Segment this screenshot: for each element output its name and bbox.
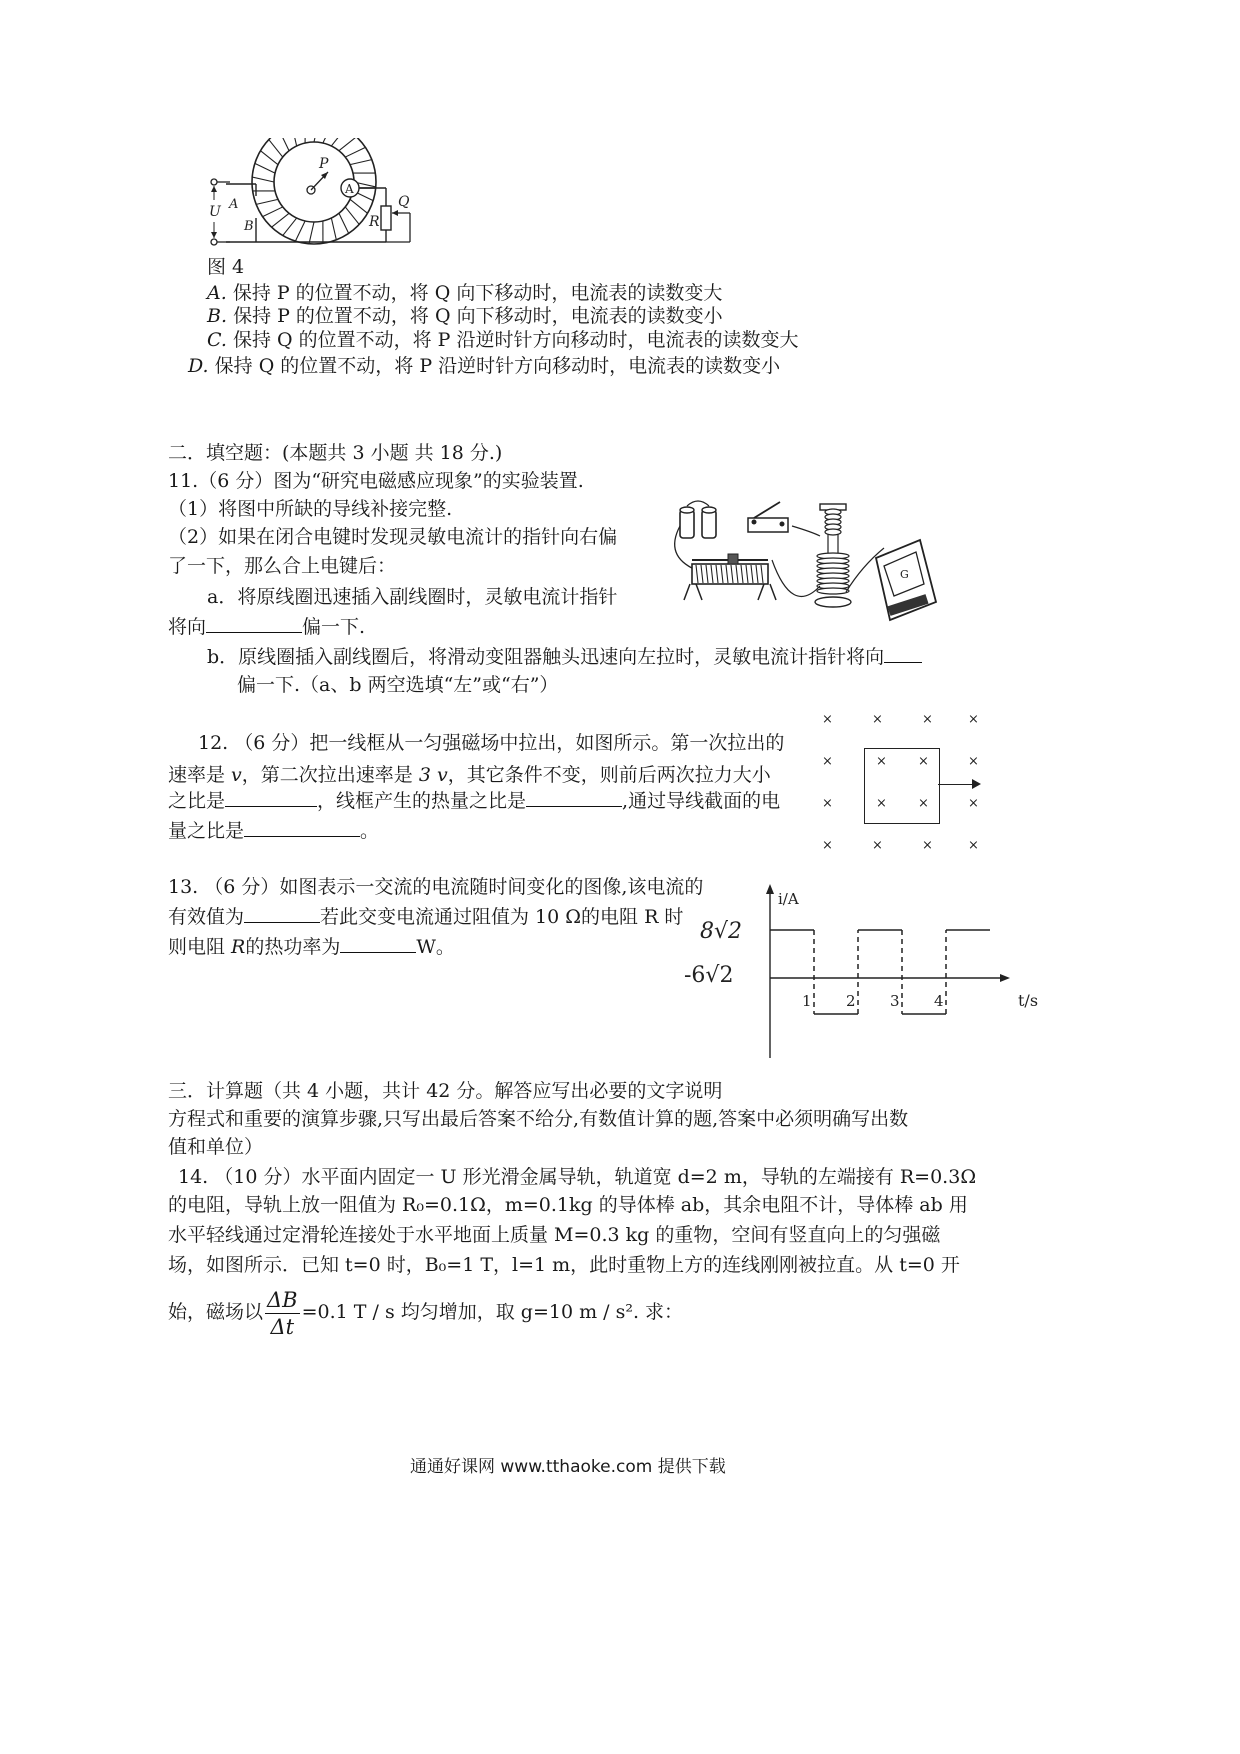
toroid-winding	[260, 151, 277, 165]
pull-arrow-icon	[972, 779, 981, 789]
option-letter: B.	[207, 305, 228, 327]
coil-turn	[817, 588, 849, 594]
answer-blank[interactable]	[244, 818, 360, 837]
toroid-inner	[274, 142, 354, 222]
coil-turn	[825, 529, 841, 535]
option-text: 保持 P 的位置不动，将 Q 向下移动时，电流表的读数变小	[233, 305, 723, 327]
figure-4-caption: 图 4	[207, 256, 245, 278]
label-U: U	[209, 204, 221, 220]
q11-part1: （1）将图中所缺的导线补接完整.	[168, 498, 453, 520]
section-2-heading: 二．填空题：(本题共 3 小题 共 18 分.)	[168, 442, 503, 464]
section-3-line1: 三．计算题（共 4 小题，共计 42 分。解答应写出必要的文字说明	[168, 1080, 723, 1102]
field-mark: ×	[872, 712, 883, 727]
answer-blank[interactable]	[206, 614, 302, 633]
toroid-winding	[331, 138, 345, 146]
field-mark: ×	[922, 838, 933, 853]
option-letter: D.	[188, 355, 209, 377]
label-A-terminal: A	[229, 197, 239, 212]
q10-option-c	[207, 327, 798, 353]
toroid-winding	[252, 177, 274, 182]
section-3-line3: 值和单位）	[168, 1136, 264, 1158]
field-mark: ×	[822, 796, 833, 811]
option-text: 保持 Q 的位置不动，将 P 沿逆时针方向移动时，电流表的读数变大	[232, 329, 799, 351]
q11-part2-line1: （2）如果在闭合电键时发现灵敏电流计的指针向右偏	[168, 526, 618, 548]
pull-arrow-line	[938, 784, 974, 785]
field-mark: ×	[922, 712, 933, 727]
answer-blank[interactable]	[340, 934, 416, 953]
y-axis-arrow-icon	[766, 884, 774, 894]
q13-line2: 有效值为 若此交变电流通过阻值为 10 Ω的电阻 R 时	[168, 906, 684, 928]
x-tick-label: 3	[890, 992, 900, 1010]
answer-blank[interactable]	[884, 644, 922, 663]
answer-blank[interactable]	[244, 904, 320, 923]
toroid-winding	[279, 138, 289, 151]
q12-line1: 12. （6 分）把一线框从一匀强磁场中拉出，如图所示。第一次拉出的	[198, 732, 785, 754]
toroid-winding	[272, 213, 289, 227]
x-axis-arrow-icon	[1000, 974, 1010, 982]
toroid-winding	[283, 218, 297, 235]
option-text: 保持 Q 的位置不动，将 P 沿逆时针方向移动时，电流表的读数变小	[214, 355, 781, 377]
toroid-winding	[345, 207, 359, 224]
field-mark: ×	[918, 754, 929, 769]
field-mark: ×	[968, 838, 979, 853]
label-R: R	[369, 214, 380, 230]
field-mark: ×	[968, 754, 979, 769]
toroid-winding	[309, 222, 314, 244]
svg-text:G: G	[900, 568, 909, 581]
field-mark: ×	[876, 754, 887, 769]
q11-b-line1: b．原线圈插入副线圈后，将滑动变阻器触头迅速向左拉时，灵敏电流计指针将向	[207, 644, 922, 670]
q11-b-line2: 偏一下.（a、b 两空选填“左”或“右”）	[237, 674, 559, 696]
field-mark: ×	[876, 796, 887, 811]
q12-line3: 之比是 ，线框产生的热量之比是 ,通过导线截面的电	[168, 790, 781, 812]
toroid-winding	[295, 221, 305, 241]
q10-option-b	[207, 303, 723, 329]
answer-blank[interactable]	[225, 788, 317, 807]
q11-intro: 11.（6 分）图为“研究电磁感应现象”的实验装置.	[168, 470, 584, 492]
q14-line2: 的电阻，导轨上放一阻值为 R₀=0.1Ω，m=0.1kg 的导体棒 ab，其余电阻不计，导体棒 ab 用	[168, 1194, 968, 1216]
option-text: 保持 P 的位置不动，将 Q 向下移动时，电流表的读数变大	[232, 282, 723, 304]
ammeter-label: A	[345, 182, 354, 196]
section-3-line2: 方程式和重要的演算步骤,只写出最后答案不给分,有数值计算的题,答案中必须明确写出数	[168, 1108, 909, 1130]
q12-line4: 量之比是 。	[168, 820, 380, 842]
toroid-winding	[331, 218, 336, 240]
toroid-winding	[339, 138, 356, 151]
option-letter: A.	[207, 282, 227, 304]
induction-apparatus-figure	[662, 496, 944, 632]
q11-part2-line2: 了一下，那么合上电键后：	[168, 555, 397, 577]
y-tick-label: 8√2	[700, 919, 743, 944]
x-tick-label: 2	[846, 992, 856, 1010]
field-mark: ×	[872, 838, 883, 853]
figure-4-circuit	[226, 138, 476, 278]
field-mark: ×	[822, 754, 833, 769]
toroid-winding	[255, 163, 275, 173]
toroid-winding	[339, 213, 349, 233]
q13-line1: 13. （6 分）如图表示一交流的电流随时间变化的图像,该电流的	[168, 876, 704, 898]
x-tick-label: 4	[934, 992, 944, 1010]
footer-text: 通通好课网 www.tthaoke.com 提供下载	[410, 1457, 726, 1477]
toroid-winding	[269, 140, 283, 157]
q11-a-line1: a．将原线圈迅速插入副线圈时，灵敏电流计指针	[207, 586, 618, 608]
y-axis-label: i/A	[778, 890, 799, 908]
q12-line2: 速率是 v，第二次拉出速率是 3 v，其它条件不变，则前后两次拉力大小	[168, 764, 771, 786]
field-mark: ×	[968, 796, 979, 811]
q14-line5: 始，磁场以 $\frac{\Delta B}{\Delta t}$ =0.1 T / s 均匀增加，取 g=10 m / s². 求：	[168, 1287, 684, 1339]
toroid-winding	[350, 199, 367, 213]
toroid-winding	[292, 138, 297, 146]
q14-line3: 水平轻线通过定滑轮连接处于水平地面上质量 M=0.3 kg 的重物，空间有竖直向上的匀强磁	[168, 1224, 941, 1246]
field-mark: ×	[822, 712, 833, 727]
magnetic-field-figure	[818, 712, 988, 862]
field-mark: ×	[968, 712, 979, 727]
toroid-winding	[263, 207, 283, 217]
label-Q: Q	[398, 194, 410, 210]
q14-line4: 场，如图所示．已知 t=0 时，B₀=1 T，l=1 m，此时重物上方的连线刚刚被拉直。从 t=0 开	[168, 1254, 960, 1276]
answer-blank[interactable]	[526, 788, 622, 807]
figure-4-input	[206, 176, 239, 248]
current-time-chart	[680, 882, 1060, 1060]
toroid-winding	[350, 160, 372, 165]
option-letter: C.	[207, 329, 227, 351]
field-mark: ×	[918, 796, 929, 811]
resistor-R	[381, 206, 391, 230]
toroid-winding	[323, 138, 333, 143]
delta-b-over-delta-t: $\frac{\Delta B}{\Delta t}$	[267, 1287, 298, 1339]
x-tick-label: 1	[802, 992, 812, 1010]
field-mark: ×	[822, 838, 833, 853]
q13-line3: 则电阻 R的热功率为 W。	[168, 936, 455, 958]
y-tick-label: -6√2	[684, 963, 734, 988]
label-P: P	[319, 156, 329, 172]
q11-a-line2: 将向 偏一下.	[168, 616, 366, 638]
x-axis-label: t/s	[1018, 991, 1039, 1010]
q10-option-d	[188, 353, 780, 379]
label-B-terminal: B	[244, 219, 254, 234]
toroid-winding	[345, 147, 365, 157]
toroid-winding	[256, 199, 278, 204]
q14-line1: 14. （10 分）水平面内固定一 U 形光滑金属导轨，轨道宽 d=2 m，导轨的左端接有 R=0.3Ω	[178, 1166, 977, 1188]
